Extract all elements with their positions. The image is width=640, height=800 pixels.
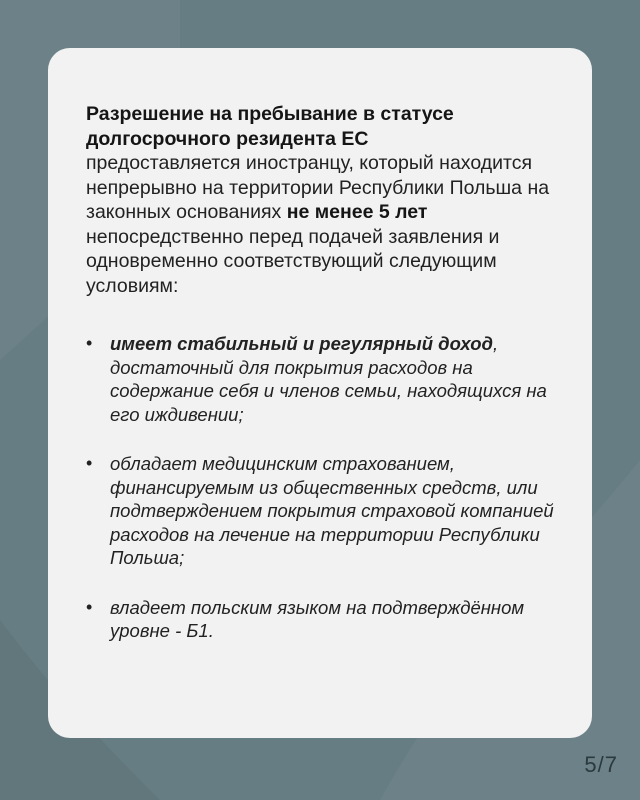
list-item-text: , достаточный для покрытия расходов на содержание себя и членов семьи, находящихся на его иждивении; xyxy=(110,333,547,425)
conditions-list xyxy=(86,332,562,643)
page-indicator: 5/7 xyxy=(584,752,618,777)
intro-emphasis: не менее 5 лет xyxy=(286,201,428,223)
list-item xyxy=(86,596,562,643)
list-item-text: владеет польским языком на подтверждённом уровне - Б1. xyxy=(110,596,525,641)
intro-paragraph xyxy=(86,102,562,298)
list-item xyxy=(86,332,562,426)
intro-text-a: предоставляется иностранцу, который находится непрерывно на территории Республики Польша на законных основаниях xyxy=(86,152,550,223)
heading-line-1: Разрешение на пребывание в статусе xyxy=(86,103,454,125)
bullet-icon: • xyxy=(86,333,93,353)
bullet-icon: • xyxy=(86,453,93,473)
list-item xyxy=(86,452,562,570)
list-item-bold: имеет стабильный и регулярный доход xyxy=(110,333,493,354)
bullet-icon: • xyxy=(86,596,93,617)
heading-line-2: долгосрочного резидента ЕС xyxy=(86,127,369,150)
list-item-text: обладает медицинским страхованием, финансируемым из общественных средств, или подтверждением покрытия страховой компанией расходов на лечение на территории Республики Польша; xyxy=(110,453,554,568)
intro-text-b: непосредственно перед подачей заявления и одновременно соответствующий следующим условиям: xyxy=(86,225,500,297)
content-card xyxy=(48,48,592,738)
